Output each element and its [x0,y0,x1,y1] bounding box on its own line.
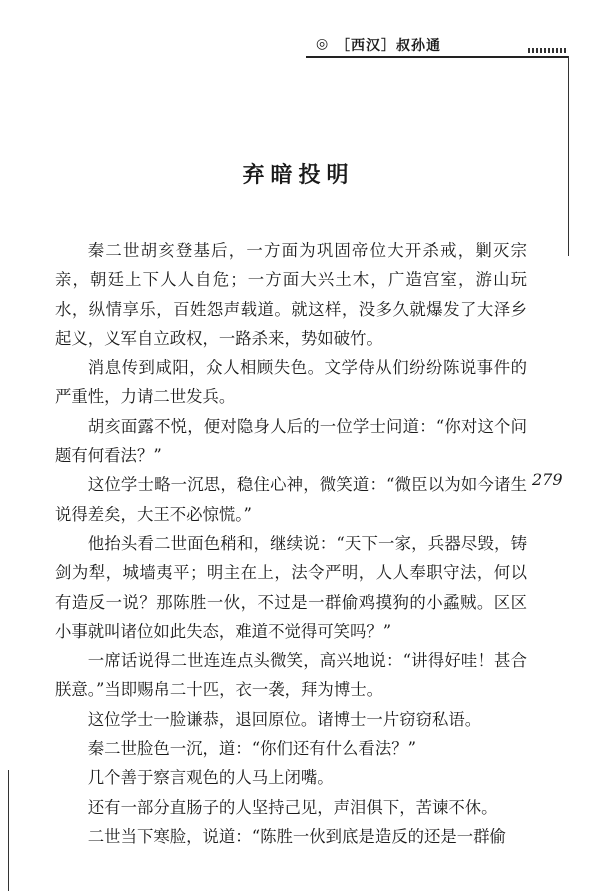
header-rule [306,56,568,58]
paragraph: 秦二世脸色一沉，道：“你们还有什么看法？” [87,739,416,759]
paragraph: 二世当下寒脸，说道：“陈胜一伙到底是造反的还是一群偷 [87,826,506,846]
paragraph: 他抬头看二世面色稍和，继续说：“天下一家，兵器尽毁，铸剑为犁，城墙夷平；明主在上，法令严明，人人奉职守法，何以有造反一说？那陈胜一伙，不过是一群偷鸡摸狗的小蟊贼。区区小事就叫诸位如此失态，难道不觉得可笑吗？” [55,533,527,641]
right-margin-rule [568,56,569,256]
page-number: 279 [532,470,563,489]
header-rule-dots [528,48,568,53]
body-text [55,236,527,851]
chapter-title: 弃暗投明 [242,162,355,188]
paragraph: 秦二世胡亥登基后，一方面为巩固帝位大开杀戒，剿灭宗亲，朝廷上下人人自危；一方面大兴土木，广造宫室，游山玩水，纵情享乐，百姓怨声载道。就这样，没多久就爆发了大泽乡起义，义军自立政权，一路杀来，势如破竹。 [55,241,527,348]
paragraph: 这位学士略一沉思，稳住心神，微笑道：“微臣以为如今诸生说得差矣，大王不必惊慌。” [55,475,527,524]
paragraph: 胡亥面露不悦，便对隐身人后的一位学士问道：“你对这个问题有何看法？” [55,416,527,466]
left-margin-rule [8,770,9,891]
header-text: ［西汉］叔孙通 [336,38,441,54]
paragraph: 还有一部分直肠子的人坚持己见，声泪俱下，苦谏不休。 [87,797,498,817]
paragraph: 消息传到咸阳，众人相顾失色。文学侍从们纷纷陈说事件的严重性，力请二世发兵。 [55,358,527,407]
header-mark: ◎ [316,36,329,52]
paragraph: 这位学士一脸谦恭，退回原位。诸博士一片窃窃私语。 [87,709,482,729]
paragraph: 一席话说得二世连连点头微笑，高兴地说：“讲得好哇！甚合朕意。”当即赐帛二十匹，衣一袭，拜为博士。 [55,651,527,700]
paragraph: 几个善于察言观色的人马上闭嘴。 [87,768,334,788]
